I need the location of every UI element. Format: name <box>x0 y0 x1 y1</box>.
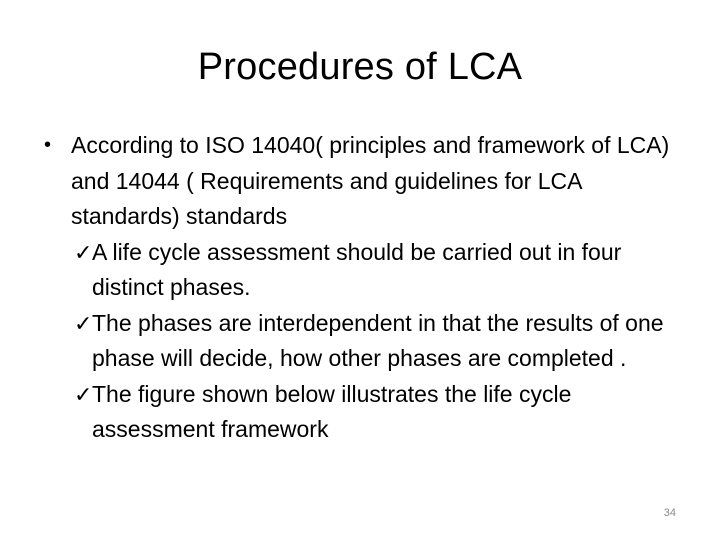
bullet-icon: • <box>44 134 52 156</box>
checkmark-icon: ✓ <box>74 381 93 407</box>
sub-bullet-3 <box>36 377 696 448</box>
main-bullet <box>36 128 696 235</box>
slide-title: Procedures of LCA <box>197 46 523 88</box>
sub-bullet-text: The figure shown below illustrates the life cycle assessment framework <box>92 380 572 442</box>
slide-body <box>36 128 696 448</box>
page-number: 34 <box>663 507 676 519</box>
sub-bullet-text: A life cycle assessment should be carried out in four distinct phases. <box>92 238 622 300</box>
sub-bullet-text: The phases are interdependent in that the results of one phase will decide, how other phases are completed . <box>92 309 664 371</box>
checkmark-icon: ✓ <box>74 239 93 265</box>
sub-bullet-1 <box>36 235 696 306</box>
sub-bullet-2 <box>36 306 696 377</box>
main-bullet-text: According to ISO 14040( principles and framework of LCA) and 14044 ( Requirements and guidelines for LCA standards) standards <box>71 132 670 229</box>
checkmark-icon: ✓ <box>74 310 93 336</box>
